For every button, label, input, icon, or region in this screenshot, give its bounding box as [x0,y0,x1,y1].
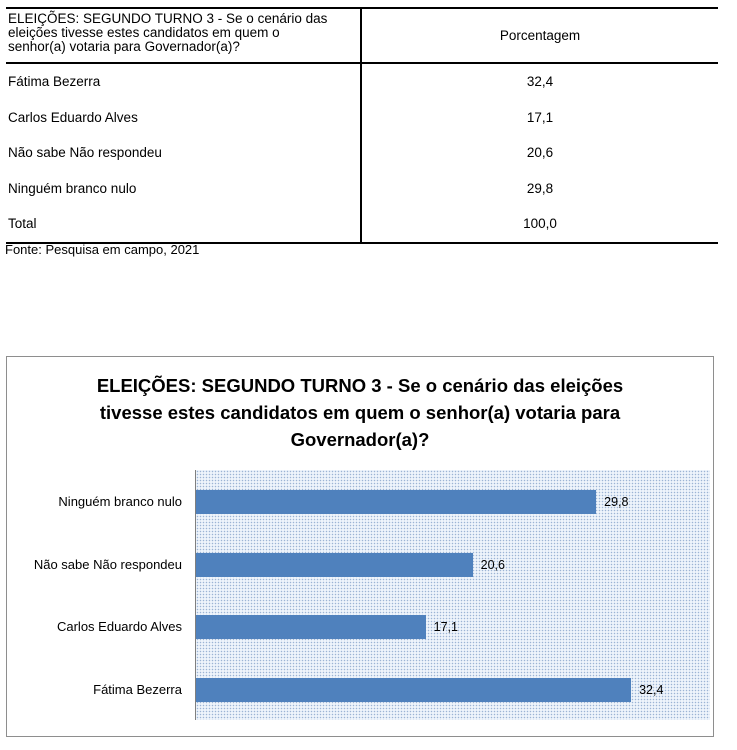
chart-title-line-3: Governador(a)? [290,429,430,450]
table-header-percentage: Porcentagem [499,27,581,43]
row-value: 17,1 [526,109,554,125]
table-row-total [6,206,718,243]
table-row [6,100,718,136]
row-label: Fátima Bezerra [6,63,361,100]
bar-value-label: 20,6 [480,557,505,572]
chart-title-line-2: tivesse estes candidatos em quem o senhor(a) votaria para [99,402,621,423]
results-table [6,7,718,244]
table-header-row [6,8,718,63]
category-label: Não sabe Não respondeu [33,556,182,572]
row-value: 32,4 [526,74,554,90]
chart-title [7,372,713,453]
row-label: Carlos Eduardo Alves [6,100,361,136]
y-axis [195,470,196,720]
chart-title-line-1: ELEIÇÕES: SEGUNDO TURNO 3 - Se o cenário das eleições [96,375,624,396]
source-note: Fonte: Pesquisa em campo, 2021 [5,242,200,257]
header-question-line-3: senhor(a) votaria para Governador(a)? [8,39,240,54]
bar [196,615,426,639]
row-value: 29,8 [526,180,554,196]
table-header-question [6,8,361,63]
category-label: Ninguém branco nulo [58,494,182,510]
category-label: Fátima Bezerra [93,681,182,697]
bar [196,678,631,702]
bar [196,553,473,577]
row-value: 100,0 [523,216,557,232]
row-label: Ninguém branco nulo [6,171,361,207]
row-value: 20,6 [526,145,554,161]
category-label: Carlos Eduardo Alves [56,619,182,635]
header-question-line-2: eleições tivesse estes candidatos em quem o [8,25,280,40]
bar-value-label: 32,4 [639,682,664,697]
bar-value-label: 29,8 [604,495,629,510]
table-row [6,63,718,100]
row-label: Não sabe Não respondeu [6,135,361,171]
header-question-line-1: ELEIÇÕES: SEGUNDO TURNO 3 - Se o cenário das [8,11,328,26]
bar-value-label: 17,1 [433,620,458,635]
row-label: Total [6,206,361,243]
bar-chart [6,356,714,737]
bar [196,490,596,514]
table-row [6,171,718,207]
table-row [6,135,718,171]
